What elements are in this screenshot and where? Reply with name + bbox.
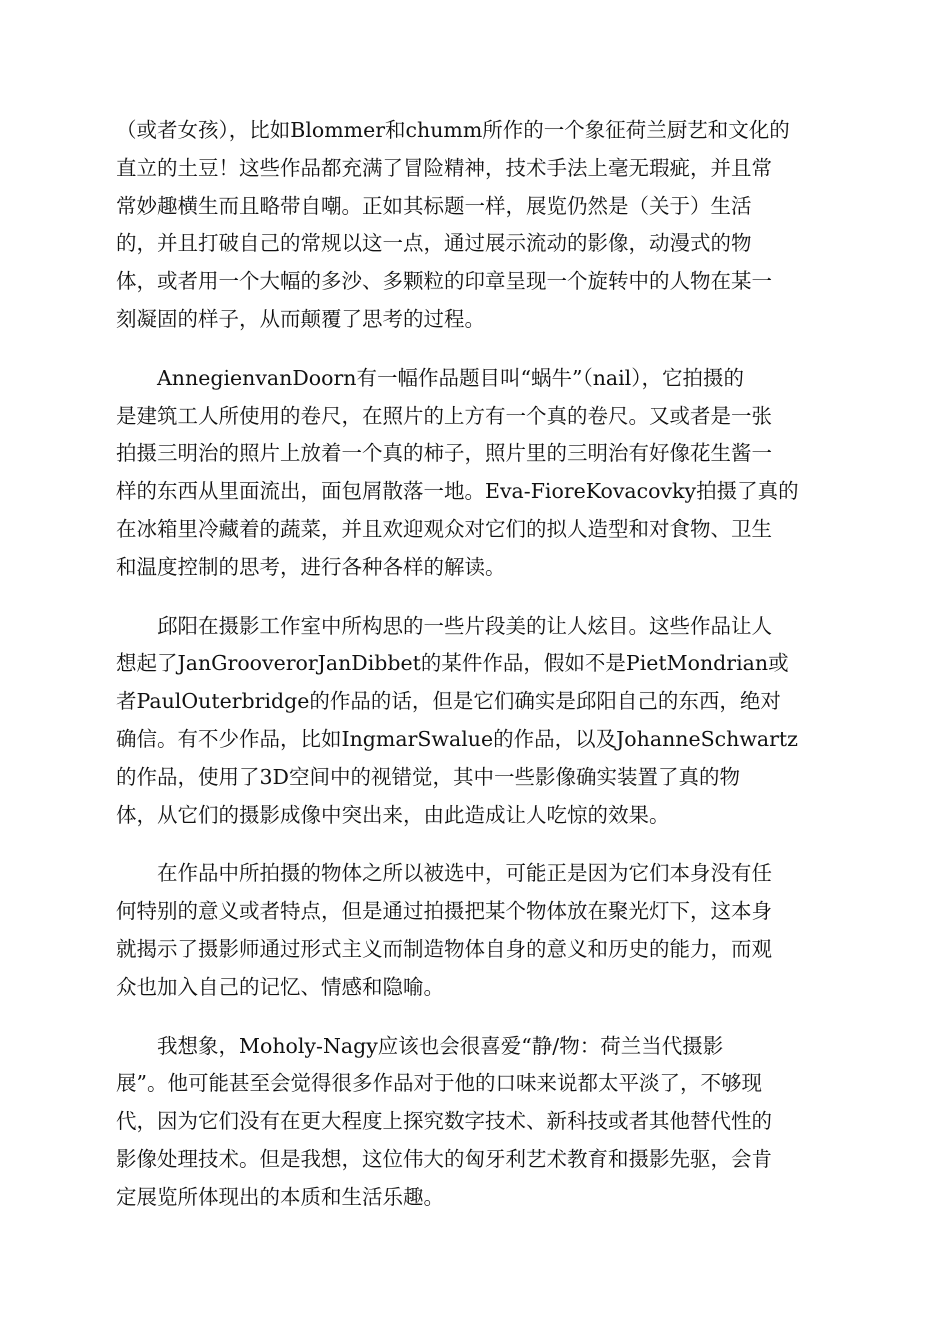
text-line: 影像处理技术。但是我想，这位伟大的匈牙利艺术教育和摄影先驱，会肯: [116, 1146, 772, 1171]
text-line: 想起了JanGrooverorJanDibbet的某件作品，假如不是PietMondrian或: [116, 651, 789, 676]
text-line: 代，因为它们没有在更大程度上探究数字技术、新科技或者其他替代性的: [116, 1109, 772, 1134]
text-line: 就揭示了摄影师通过形式主义而制造物体自身的意义和历史的能力，而观: [116, 936, 772, 961]
text-line: 体，从它们的摄影成像中突出来，由此造成让人吃惊的效果。: [116, 802, 670, 827]
text-line: 的作品，使用了3D空间中的视错觉，其中一些影像确实装置了真的物: [116, 764, 740, 789]
text-line: 常妙趣横生而且略带自嘲。正如其标题一样，展览仍然是（关于）生活: [116, 193, 752, 218]
text-line: 样的东西从里面流出，面包屑散落一地。Eva-FioreKovacovky拍摄了真的: [116, 479, 799, 504]
text-line: 体，或者用一个大幅的多沙、多颗粒的印章呈现一个旋转中的人物在某一: [116, 269, 772, 294]
text-line: 定展览所体现出的本质和生活乐趣。: [116, 1184, 444, 1209]
document-body: [116, 112, 838, 1238]
text-line: 直立的土豆！这些作品都充满了冒险精神，技术手法上毫无瑕疵，并且常: [116, 155, 772, 180]
text-line: 在冰箱里冷藏着的蔬菜，并且欢迎观众对它们的拟人造型和对食物、卫生: [116, 516, 772, 541]
paragraph-5: [116, 1028, 838, 1217]
text-line: 众也加入自己的记忆、情感和隐喻。: [116, 974, 444, 999]
text-line: 和温度控制的思考，进行各种各样的解读。: [116, 554, 506, 579]
paragraph-2: [116, 360, 838, 587]
text-line: 在作品中所拍摄的物体之所以被选中，可能正是因为它们本身没有任: [157, 861, 772, 886]
text-line: （或者女孩），比如Blommer和chumm所作的一个象征荷兰厨艺和文化的: [116, 118, 790, 142]
text-line: 刻凝固的样子，从而颠覆了思考的过程。: [116, 306, 485, 331]
text-line: 的，并且打破自己的常规以这一点，通过展示流动的影像，动漫式的物: [116, 231, 752, 256]
text-line: AnnegienvanDoorn有一幅作品题目叫“蜗牛”（nail），它拍摄的: [157, 365, 744, 390]
text-line: 确信。有不少作品，比如IngmarSwalue的作品，以及JohanneSchwartz: [116, 726, 798, 751]
text-line: 是建筑工人所使用的卷尺，在照片的上方有一个真的卷尺。又或者是一张: [116, 403, 772, 428]
paragraph-1: [116, 112, 838, 339]
paragraph-4: [116, 855, 838, 1006]
text-line: 何特别的意义或者特点，但是通过拍摄把某个物体放在聚光灯下，这本身: [116, 899, 772, 924]
text-line: 邱阳在摄影工作室中所构思的一些片段美的让人炫目。这些作品让人: [157, 613, 772, 638]
text-line: 拍摄三明治的照片上放着一个真的柿子，照片里的三明治有好像花生酱一: [116, 441, 772, 466]
text-line: 展”。他可能甚至会觉得很多作品对于他的口味来说都太平淡了，不够现: [116, 1071, 762, 1096]
text-line: 者PaulOuterbridge的作品的话，但是它们确实是邱阳自己的东西，绝对: [116, 689, 781, 714]
paragraph-3: [116, 608, 838, 835]
text-line: 我想象，Moholy-Nagy应该也会很喜爱“静/物：荷兰当代摄影: [157, 1033, 724, 1058]
